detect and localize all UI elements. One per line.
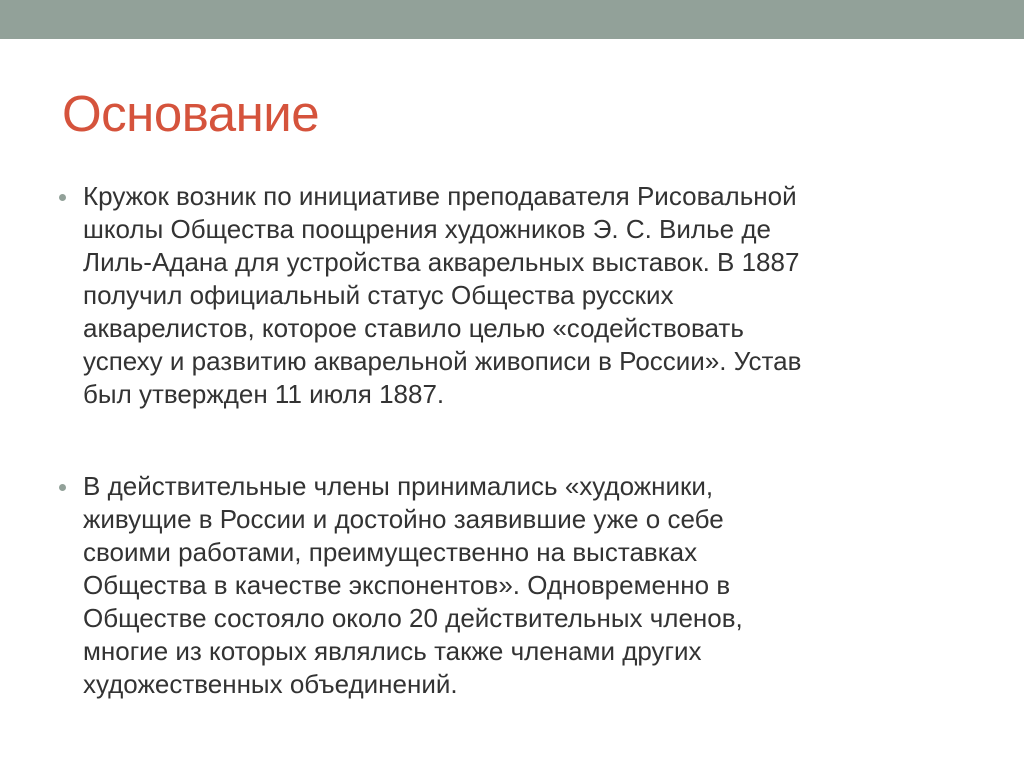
bullet-dot-icon	[59, 194, 66, 201]
bullet-line: Обществе состояло около 20 действительных членов,	[83, 603, 743, 633]
bullet-line: В действительные члены принимались «художники,	[83, 471, 714, 501]
bullet-line: получил официальный статус Общества русских	[83, 280, 674, 310]
bullet-line: успеху и развитию акварельной живописи в России». Устав	[83, 346, 802, 376]
bullet-item	[83, 470, 743, 701]
bullet-line: школы Общества поощрения художников Э. С. Вилье де	[83, 214, 771, 244]
bullet-item	[83, 180, 801, 411]
bullet-dot-icon	[59, 484, 66, 491]
bullet-line: акварелистов, которое ставило целью «содействовать	[83, 313, 744, 343]
slide-title: Основание	[62, 85, 320, 142]
bullet-line: был утвержден 11 июля 1887.	[83, 379, 445, 409]
bullet-line: художественных объединений.	[83, 669, 458, 699]
bullet-line: Общества в качестве экспонентов». Одновременно в	[83, 570, 731, 600]
bullet-line: Лиль-Адана для устройства акварельных выставок. В 1887	[83, 247, 800, 277]
bullet-line: живущие в России и достойно заявившие уже о себе	[83, 504, 724, 534]
bullet-line: Кружок возник по инициативе преподавателя Рисовальной	[83, 181, 797, 211]
bullet-line: многие из которых являлись также членами других	[83, 636, 702, 666]
bullet-line: своими работами, преимущественно на выставках	[83, 537, 698, 567]
slide-top-bar	[0, 0, 1024, 39]
